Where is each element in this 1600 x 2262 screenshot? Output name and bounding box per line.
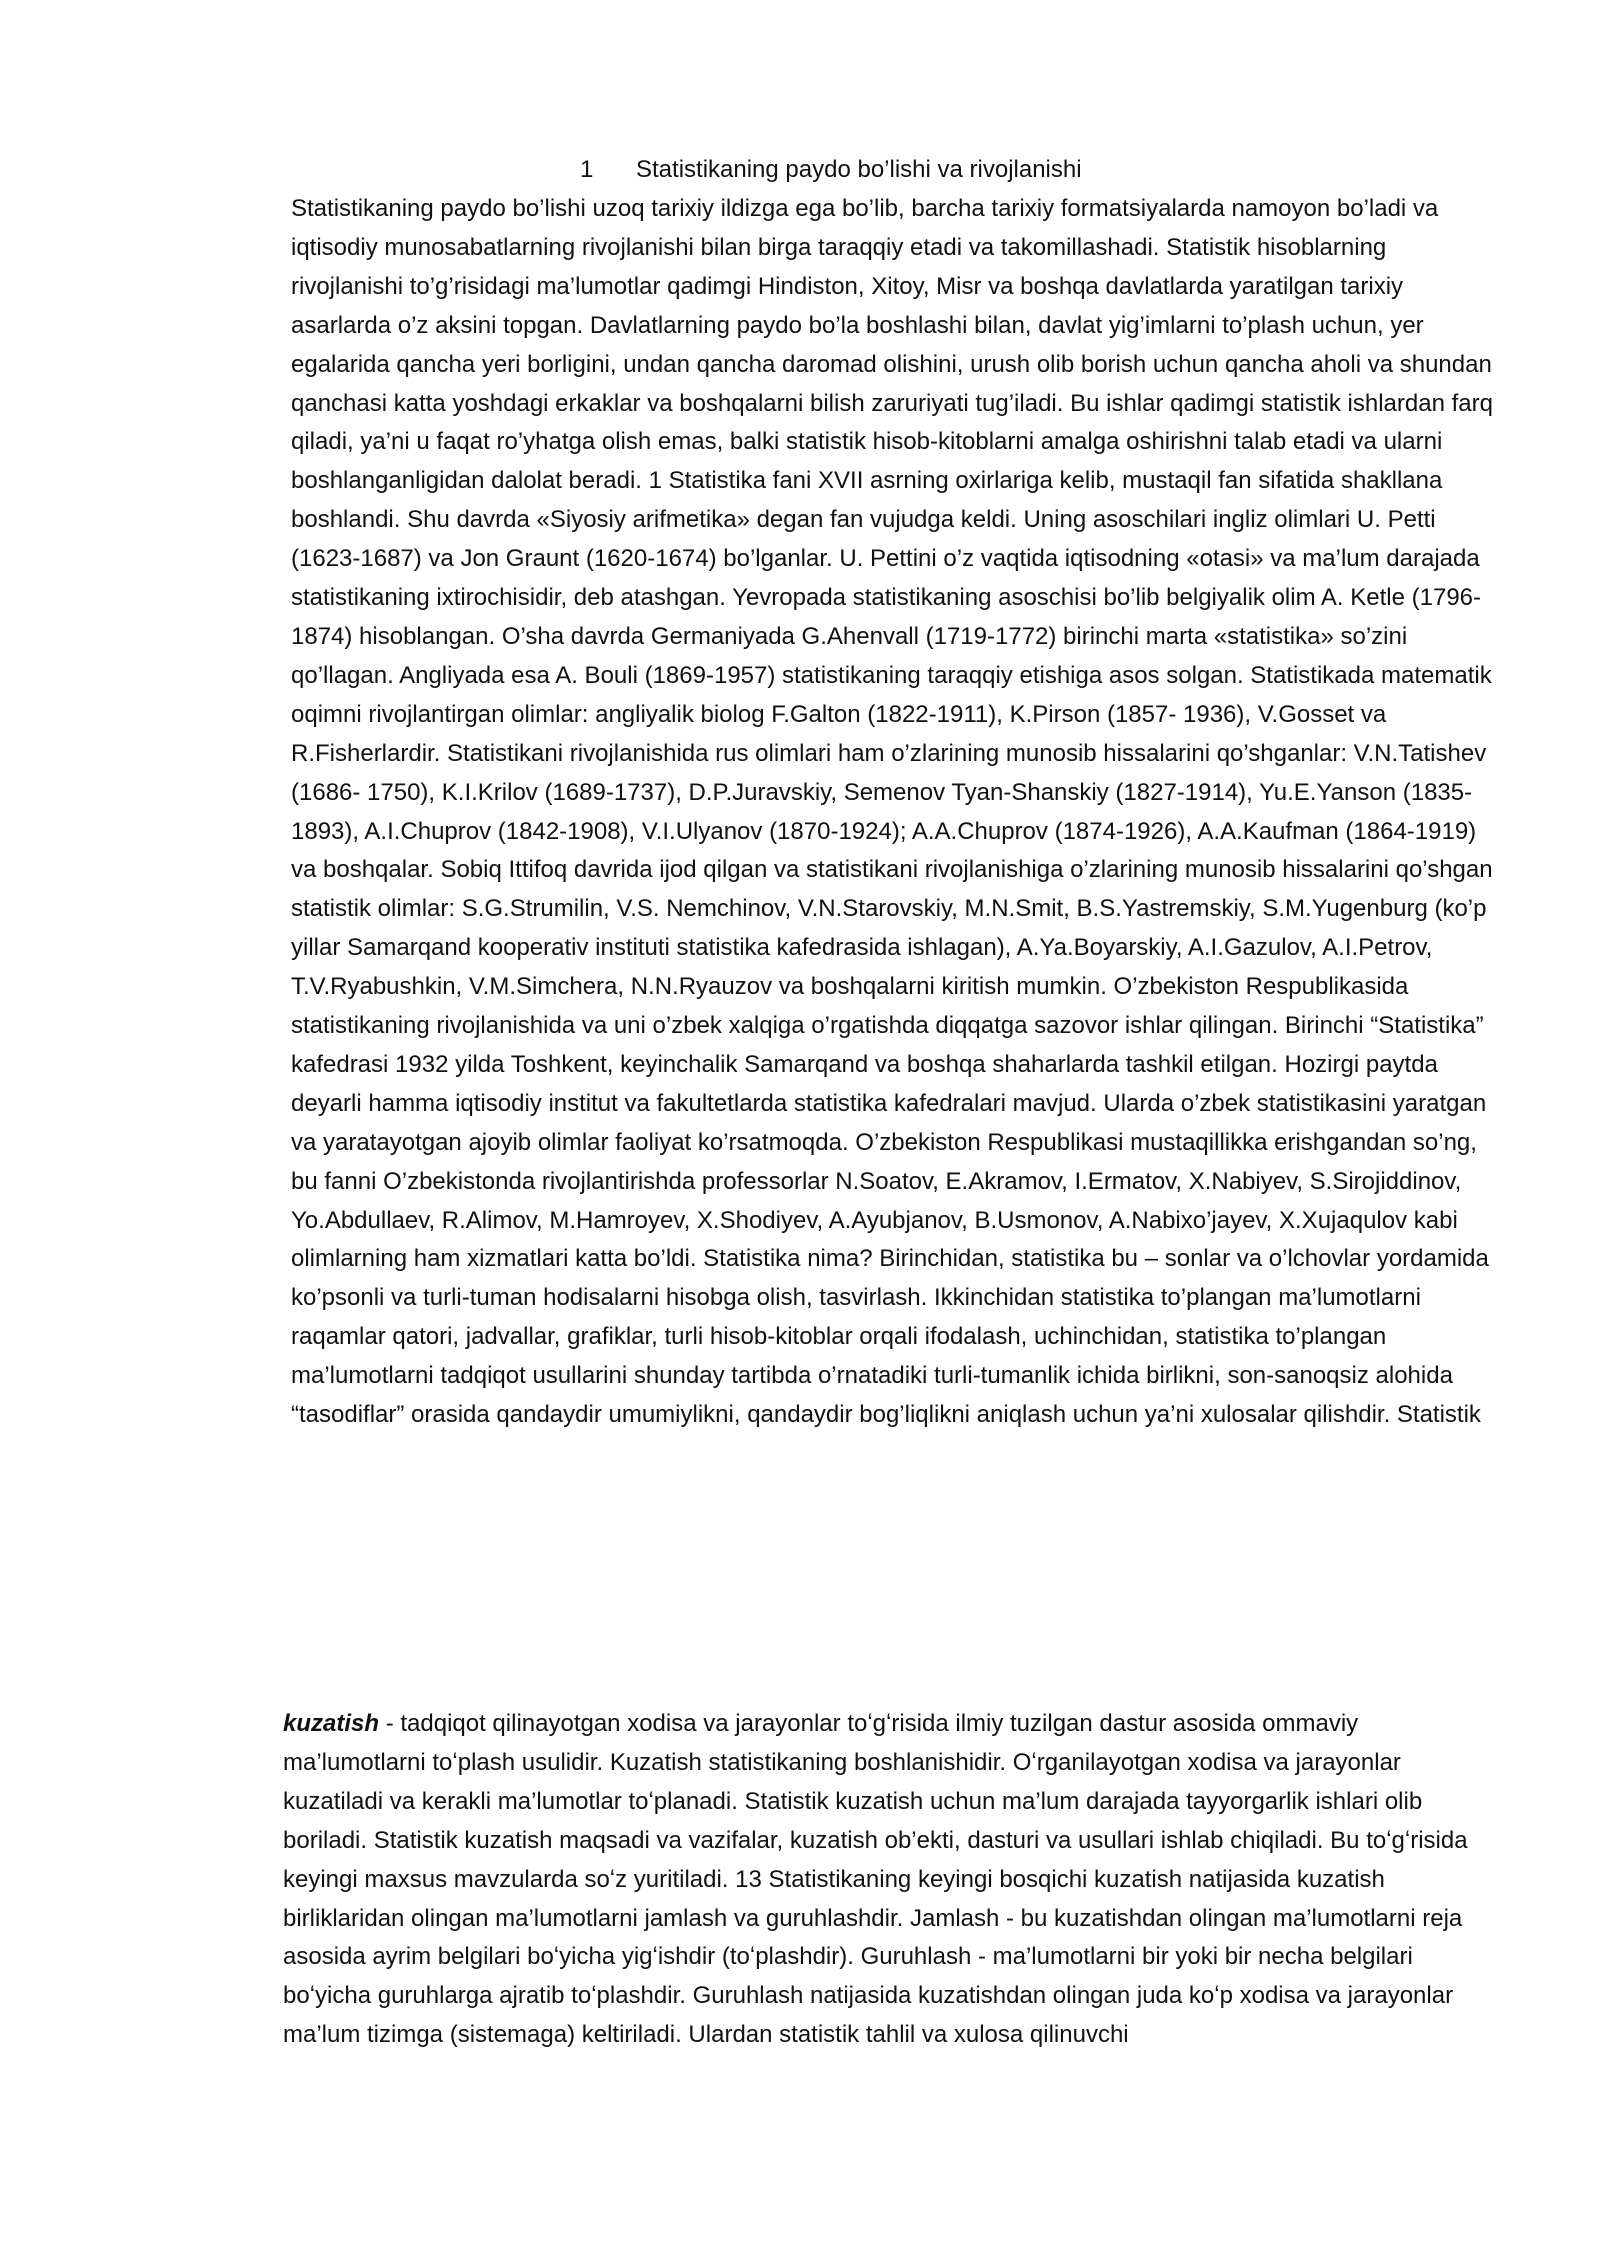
definition-text: - tadqiqot qilinayotgan xodisa va jarayonlar toʻgʻrisida ilmiy tuzilgan dastur asosida ommaviy ma’lumotlarni toʻplash usulidir. Kuzatish statistikaning boshlanishidir. Oʻrganilayotgan xodisa va jarayonlar kuzatiladi va kerakli ma’lumotlar toʻplanadi. Statistik kuzatish uchun ma’lum darajada tayyorgarlik ishlari olib boriladi. Statistik kuzatish maqsadi va vazifalar, kuzatish ob’ekti, dasturi va usullari ishlab chiqiladi. Bu toʻgʻrisida keyingi maxsus mavzularda soʻz yuritiladi. 13 Statistikaning keyingi bosqichi kuzatish natijasida kuzatish birliklaridan olingan ma’lumotlarni jamlash va guruhlashdir. Jamlash - bu kuzatishdan olingan ma’lumotlarni reja asosida ayrim belgilari boʻyicha yigʻishdir (toʻplashdir). Guruhlash - ma’lumotlarni bir yoki bir necha belgilari boʻyicha guruhlarga ajratib toʻplashdir. Guruhlash natijasida kuzatishdan olingan juda koʻp xodisa va jarayonlar ma’lum tizimga (sistemaga) keltiriladi. Ulardan statistik tahlil va xulosa qilinuvchi xyxy=(283,1710,1468,2049)
body-paragraph-1: Statistikaning paydo bo’lishi uzoq tarixiy ildizga ega bo’lib, barcha tarixiy formatsiyalarda namoyon bo’ladi va iqtisodiy munosabatlarning rivojlanishi bilan birga taraqqiy etadi va takomillashadi. Statistik hisoblarning rivojlanishi to’g’risidagi ma’lumotlar qadimgi Hindiston, Xitoy, Misr va boshqa davlatlarda yaratilgan tarixiy asarlarda o’z aksini topgan. Davlatlarning paydo bo’la boshlashi bilan, davlat yig’imlarni to’plash uchun, yer egalarida qancha yeri borligini, undan qancha daromad olishini, urush olib borish uchun qancha aholi va shundan qanchasi katta yoshdagi erkaklar va boshqalarni bilish zaruriyati tug’iladi. Bu ishlar qadimgi statistik ishlardan farq qiladi, ya’ni u faqat ro’yhatga olish emas, balki statistik hisob-kitoblarni amalga oshirishni talab etadi va ularni boshlanganligidan dalolat beradi. 1 Statistika fani XVII asrning oxirlariga kelib, mustaqil fan sifatida shakllana boshlandi. Shu davrda «Siyosiy arifmetika» degan fan vujudga keldi. Uning asoschilari ingliz olimlari U. Petti (1623-1687) va Jon Graunt (1620-1674) bo’lganlar. U. Pettini o’z vaqtida iqtisodning «otasi» va ma’lum darajada statistikaning ixtirochisidir, deb atashgan. Yevropada statistikaning asoschisi bo’lib belgiyalik olim A. Ketle (1796-1874) hisoblangan. O’sha davrda Germaniyada G.Ahenvall (1719-1772) birinchi marta «statistika» so’zini qo’llagan. Angliyada esa A. Bouli (1869-1957) statistikaning taraqqiy etishiga asos solgan. Statistikada matematik oqimni rivojlantirgan olimlar: angliyalik biolog F.Galton (1822-1911), K.Pirson (1857- 1936), V.Gosset va R.Fisherlardir. Statistikani rivojlanishida rus olimlari ham o’zlarining munosib hissalarini qo’shganlar: V.N.Tatishev (1686- 1750), K.I.Krilov (1689-1737), D.P.Juravskiy, Semenov Tyan-Shanskiy (1827-1914), Yu.E.Yanson (1835-1893), A.I.Chuprov (1842-1908), V.I.Ulyanov (1870-1924); A.A.Chuprov (1874-1926), A.A.Kaufman (1864-1919) va boshqalar. Sobiq Ittifoq davrida ijod qilgan va statistikani rivojlanishiga o’zlarining munosib hissalarini qo’shgan statistik olimlar: S.G.Strumilin, V.S. Nemchinov, V.N.Starovskiy, M.N.Smit, B.S.Yastremskiy, S.M.Yugenburg (ko’p yillar Samarqand kooperativ instituti statistika kafedrasida ishlagan), A.Ya.Boyarskiy, A.I.Gazulov, A.I.Petrov, T.V.Ryabushkin, V.M.Simchera, N.N.Ryauzov va boshqalarni kiritish mumkin. O’zbekiston Respublikasida statistikaning rivojlanishida va uni o’zbek xalqiga o’rgatishda diqqatga sazovor ishlar qilingan. Birinchi “Statistika” kafedrasi 1932 yilda Toshkent, keyinchalik Samarqand va boshqa shaharlarda tashkil etilgan. Hozirgi paytda deyarli hamma iqtisodiy institut va fakultetlarda statistika kafedralari mavjud. Ularda o’zbek statistikasini yaratgan va yaratayotgan ajoyib olimlar faoliyat ko’rsatmoqda. O’zbekiston Respublikasi mustaqillikka erishgandan so’ng, bu fanni O’zbekistonda rivojlantirishda professorlar N.Soatov, E.Akramov, I.Ermatov, X.Nabiyev, S.Sirojiddinov, Yo.Abdullaev, R.Alimov, M.Hamroyev, X.Shodiyev, A.Ayubjanov, B.Usmonov, A.Nabixo’jayev, X.Xujaqulov kabi olimlarning ham xizmatlari katta bo’ldi. Statistika nima? Birinchidan, statistika bu – sonlar va o’lchovlar yordamida ko’psonli va turli-tuman hodisalarni hisobga olish, tasvirlash. Ikkinchidan statistika to’plangan ma’lumotlarni raqamlar qatori, jadvallar, grafiklar, turli hisob-kitoblar orqali ifodalash, uchinchidan, statistika to’plangan ma’lumotlarni tadqiqot usullarini shunday tartibda o’rnatadiki turli-tumanlik ichida birlikni, son-sanoqsiz alohida “tasodiflar” orasida qandaydir umumiylikni, qandaydir bog’liqlikni aniqlash uchun ya’ni xulosalar qilishdir. Statistik xyxy=(291,195,1493,1429)
section-number: 1 xyxy=(580,156,594,183)
defined-term: kuzatish xyxy=(283,1710,380,1737)
section-title: Statistikaning paydo bo’lishi va rivojlanishi xyxy=(636,156,1082,183)
section-heading xyxy=(580,150,1082,190)
body-paragraph-2 xyxy=(283,1705,1495,2055)
